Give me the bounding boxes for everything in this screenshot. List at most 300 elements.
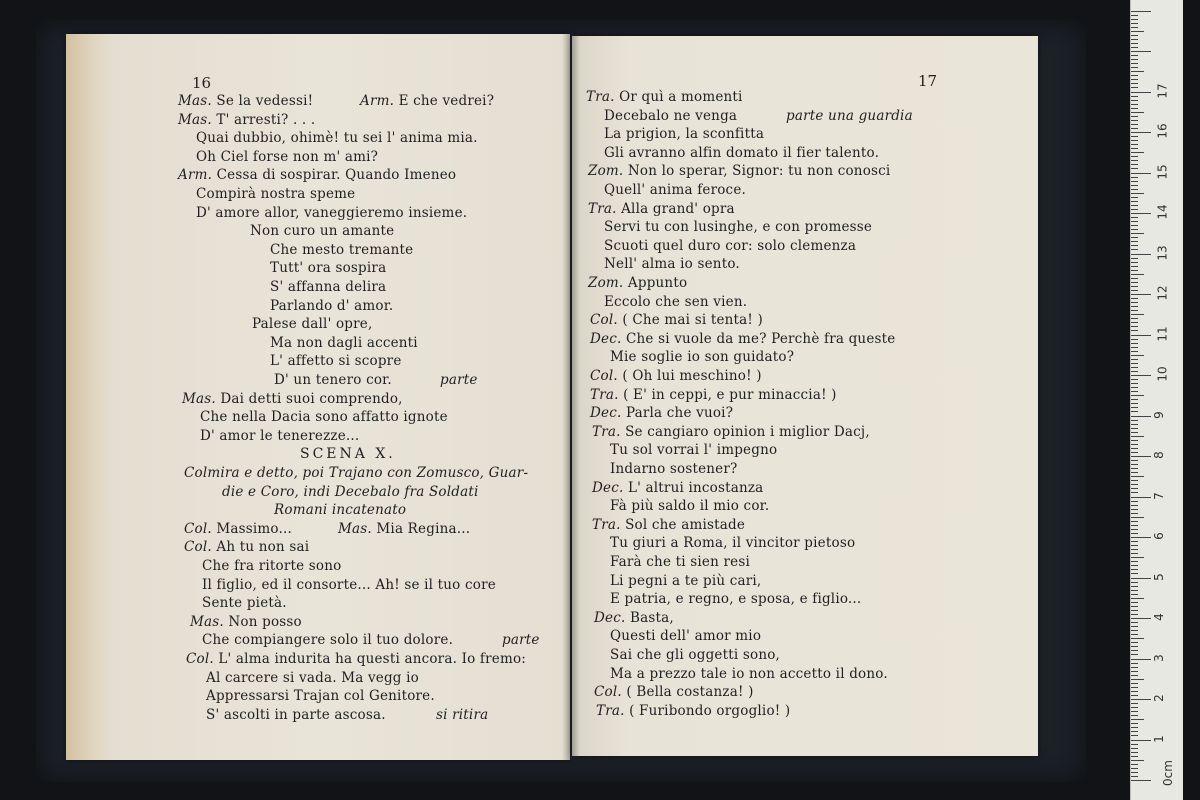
- right-line: [610, 460, 737, 478]
- ruler-tick: [1131, 31, 1144, 32]
- ruler-tick: [1131, 168, 1138, 169]
- ruler-tick: [1131, 472, 1138, 473]
- left-line: [200, 427, 359, 445]
- right-line: [592, 479, 763, 497]
- ruler-tick: [1131, 557, 1144, 558]
- ruler-tick: [1131, 622, 1138, 623]
- ruler-tick: [1131, 221, 1138, 222]
- ruler-tick: [1131, 23, 1138, 24]
- verse-text: Indarno sostener?: [610, 461, 738, 477]
- ruler-tick: [1131, 492, 1138, 493]
- verse-text: S' ascolti in parte ascosa.: [206, 706, 386, 723]
- ruler-tick: [1131, 711, 1138, 712]
- ruler-tick: [1131, 549, 1138, 550]
- ruler-tick: [1131, 92, 1151, 93]
- ruler-tick: [1131, 302, 1138, 303]
- right-line: [610, 590, 861, 608]
- ruler-tick: [1131, 177, 1138, 178]
- left-line: [206, 706, 386, 724]
- left-line: [270, 278, 386, 296]
- ruler-tick: [1131, 488, 1138, 489]
- ruler-tick: [1131, 278, 1138, 279]
- ruler-tick: [1131, 375, 1151, 376]
- ruler-tick: [1131, 626, 1138, 627]
- right-line: [594, 683, 754, 701]
- right-line: [610, 534, 855, 552]
- ruler-tick: [1131, 444, 1138, 445]
- speaker-label: Tra.: [596, 702, 625, 719]
- ruler-tick: [1131, 347, 1138, 348]
- ruler-tick: [1131, 646, 1138, 647]
- right-line: [610, 627, 761, 645]
- ruler-tick: [1131, 748, 1138, 749]
- ruler-tick: [1131, 35, 1138, 36]
- ruler-tick: [1131, 598, 1144, 599]
- ruler-tick: [1131, 691, 1138, 692]
- ruler-tick: [1131, 756, 1138, 757]
- ruler-tick: [1131, 286, 1138, 287]
- ruler-tick: [1131, 330, 1138, 331]
- speaker-label: Tra.: [590, 386, 619, 403]
- verse-text: L' altrui incostanza: [623, 479, 764, 496]
- ruler-tick: [1131, 27, 1138, 28]
- ruler-number: 8: [1151, 451, 1166, 459]
- right-line: [610, 348, 794, 366]
- ruler-tick: [1131, 322, 1138, 323]
- ruler-number: 7: [1151, 491, 1166, 500]
- speaker-label: Dec.: [592, 479, 624, 496]
- ruler-tick: [1131, 699, 1151, 700]
- ruler-tick: [1131, 460, 1138, 461]
- ruler-tick: [1131, 630, 1138, 631]
- ruler-tick: [1131, 383, 1138, 384]
- ruler-number: 14: [1155, 204, 1170, 220]
- verse-text: Eccolo che sen vien.: [604, 293, 748, 310]
- verse-text: Colmira e detto, poi Trajano con Zomusco, Guar-: [184, 465, 529, 481]
- ruler-tick: [1131, 258, 1138, 259]
- ruler-tick: [1131, 464, 1138, 465]
- ruler-tick: [1131, 744, 1138, 745]
- ruler-tick: [1131, 326, 1138, 327]
- ruler-tick: [1131, 780, 1151, 781]
- verse-text: Ma non dagli accenti: [270, 334, 418, 351]
- ruler-tick: [1131, 675, 1138, 676]
- ruler-number: 9: [1151, 410, 1166, 419]
- verse-text: Tu sol vorrai l' impegno: [610, 442, 778, 459]
- verse-text: die e Coro, indi Decebalo fra Soldati: [222, 483, 479, 500]
- speaker-label: Col.: [590, 312, 618, 329]
- right-line: [588, 274, 687, 292]
- ruler-tick: [1131, 363, 1138, 364]
- left-line: [252, 315, 372, 333]
- left-line: [178, 111, 315, 129]
- verse-text: Or quì a momenti: [614, 89, 743, 105]
- verse-text: Servi tu con lusinghe, e con promesse: [604, 219, 873, 236]
- ruler-tick: [1131, 735, 1138, 736]
- ruler-tick: [1131, 642, 1138, 643]
- ruler-tick: [1131, 602, 1138, 603]
- ruler-tick: [1131, 513, 1138, 514]
- left-line: [200, 408, 448, 426]
- verse-text: Tu giuri a Roma, il vincitor pietoso: [610, 535, 856, 552]
- speaker-label: Col.: [186, 651, 214, 667]
- ruler-tick: [1131, 229, 1138, 230]
- verse-text: ( Bella costanza! ): [621, 684, 754, 701]
- ruler-tick: [1131, 594, 1138, 595]
- ruler-tick: [1131, 75, 1138, 76]
- stage-direction: parte una guardia: [786, 107, 913, 124]
- verse-text: Oh Ciel forse non m' ami?: [196, 148, 379, 165]
- ruler-tick: [1131, 193, 1144, 194]
- ruler-tick: [1131, 403, 1138, 404]
- right-line: [586, 88, 743, 106]
- ruler-tick: [1131, 476, 1144, 477]
- speaker-label: Arm.: [178, 167, 213, 184]
- left-line: [202, 557, 341, 575]
- right-line: [604, 125, 764, 143]
- ruler-tick: [1131, 456, 1151, 457]
- ruler-tick: [1131, 152, 1144, 153]
- right-line: [590, 386, 837, 404]
- ruler-tick: [1131, 545, 1138, 546]
- ruler-tick: [1131, 249, 1138, 250]
- ruler-tick: [1131, 67, 1138, 68]
- ruler-tick: [1131, 282, 1138, 283]
- ruler-tick: [1131, 541, 1138, 542]
- speaker-label: Dec.: [590, 330, 622, 347]
- right-page-number: 17: [918, 72, 938, 90]
- ruler-tick: [1131, 343, 1138, 344]
- right-line: [610, 665, 888, 683]
- left-line: [196, 129, 478, 147]
- verse-text: Se la vedessi!: [211, 93, 314, 109]
- ruler-tick: [1131, 407, 1138, 408]
- ruler-tick: [1131, 15, 1138, 16]
- speaker-label: Mas.: [178, 111, 212, 128]
- ruler-tick: [1131, 205, 1138, 206]
- ruler-tick: [1131, 11, 1151, 12]
- ruler-tick: [1131, 480, 1138, 481]
- ruler-tick: [1131, 428, 1138, 429]
- ruler-tick: [1131, 610, 1138, 611]
- left-line: [202, 631, 453, 649]
- ruler-tick: [1131, 339, 1138, 340]
- ruler-tick: [1131, 270, 1138, 271]
- ruler-tick: [1131, 650, 1138, 651]
- left-page-number: 16: [192, 74, 212, 92]
- speaker-label: Arm.: [360, 93, 395, 109]
- ruler-tick: [1131, 116, 1138, 117]
- ruler-tick: [1131, 318, 1138, 319]
- ruler-tick: [1131, 565, 1138, 566]
- ruler-tick: [1131, 752, 1138, 753]
- ruler-tick: [1131, 703, 1138, 704]
- ruler-tick: [1131, 294, 1151, 295]
- left-line-second-speaker: [360, 92, 494, 110]
- ruler-tick: [1131, 225, 1138, 226]
- ruler-tick: [1131, 659, 1151, 660]
- right-line: [592, 423, 870, 441]
- left-line: [274, 371, 392, 389]
- speaker-label: Tra.: [592, 516, 621, 533]
- ruler-tick: [1131, 452, 1138, 453]
- left-line-second-speaker: [338, 520, 470, 538]
- ruler-unit-label: 0cm: [1160, 760, 1175, 786]
- verse-text: Basta,: [625, 609, 674, 626]
- ruler-tick: [1131, 87, 1138, 88]
- ruler-tick: [1131, 355, 1144, 356]
- ruler-tick: [1131, 440, 1138, 441]
- right-line: [610, 553, 750, 571]
- right-line: [588, 162, 890, 180]
- ruler-tick: [1131, 484, 1138, 485]
- speaker-label: Mas.: [182, 390, 216, 407]
- ruler-tick: [1131, 104, 1138, 105]
- verse-text: Che mesto tremante: [270, 241, 414, 258]
- left-line: [196, 148, 378, 166]
- ruler-tick: [1131, 189, 1138, 190]
- ruler-tick: [1131, 63, 1138, 64]
- right-line: [590, 330, 895, 348]
- right-line: [588, 200, 735, 218]
- verse-text: L' affetto si scopre: [270, 353, 402, 370]
- verse-text: Tutt' ora sospira: [270, 260, 387, 277]
- stage-direction: si ritira: [436, 706, 489, 723]
- verse-text: Questi dell' amor mio: [610, 628, 762, 645]
- speaker-label: Col.: [590, 368, 618, 384]
- ruler-number: 2: [1151, 694, 1166, 702]
- left-line: [222, 483, 479, 501]
- ruler-tick: [1131, 634, 1138, 635]
- verse-text: Quai dubbio, ohimè! tu sei l' anima mia.: [196, 130, 478, 147]
- speaker-label: Mas.: [190, 613, 224, 630]
- right-line: [590, 367, 762, 385]
- right-line: [604, 144, 879, 162]
- ruler-number: 11: [1155, 325, 1170, 342]
- ruler-tick: [1131, 578, 1151, 579]
- left-line: [184, 538, 309, 556]
- ruler-tick: [1131, 132, 1151, 133]
- left-line: [196, 185, 355, 203]
- ruler-tick: [1131, 254, 1151, 255]
- verse-text: ( E' in ceppi, e pur minaccia! ): [618, 386, 837, 403]
- right-line: [610, 441, 777, 459]
- ruler-tick: [1131, 573, 1138, 574]
- right-line: [604, 107, 737, 125]
- ruler-tick: [1131, 695, 1138, 696]
- ruler-tick: [1131, 160, 1138, 161]
- left-line: [184, 520, 292, 538]
- ruler-tick: [1131, 213, 1151, 214]
- ruler-tick: [1131, 436, 1144, 437]
- ruler-tick: [1131, 683, 1138, 684]
- ruler-tick: [1131, 772, 1138, 773]
- ruler-tick: [1131, 148, 1138, 149]
- speaker-label: Col.: [184, 520, 212, 537]
- verse-text: Gli avranno alfin domato il fier talento.: [604, 144, 880, 161]
- ruler-tick: [1131, 379, 1138, 380]
- ruler-tick: [1131, 335, 1151, 336]
- ruler-tick: [1131, 667, 1138, 668]
- verse-text: D' amore allor, vaneggieremo insieme.: [196, 204, 468, 221]
- ruler-tick: [1131, 197, 1138, 198]
- ruler-tick: [1131, 501, 1138, 502]
- speaker-label: Zom.: [588, 275, 624, 291]
- ruler-tick: [1131, 764, 1138, 765]
- left-line: [196, 204, 467, 222]
- ruler-tick: [1131, 209, 1138, 210]
- ruler-tick: [1131, 663, 1138, 664]
- verse-text: Fà più saldo il mio cor.: [610, 498, 770, 515]
- ruler-tick: [1131, 310, 1138, 311]
- verse-text: Che compiangere solo il tuo dolore.: [202, 632, 454, 649]
- verse-text: Appunto: [623, 275, 688, 291]
- verse-text: Se cangiaro opinion i miglior Dacj,: [620, 423, 870, 440]
- left-line: [270, 334, 418, 352]
- speaker-label: Mas.: [178, 93, 212, 109]
- verse-text: ( Oh lui meschino! ): [617, 368, 762, 384]
- verse-text: Che nella Dacia sono affatto ignote: [200, 409, 448, 426]
- verse-text: Sente pietà.: [202, 595, 287, 612]
- left-line: [184, 464, 528, 482]
- ruler-tick: [1131, 79, 1138, 80]
- ruler-tick: [1131, 181, 1138, 182]
- left-line: [270, 297, 393, 315]
- ruler-tick: [1131, 120, 1138, 121]
- speaker-label: Col.: [184, 539, 212, 556]
- right-line: [604, 181, 746, 199]
- ruler-tick: [1131, 136, 1138, 137]
- verse-text: La prigion, la sconfitta: [604, 126, 765, 143]
- ruler-tick: [1131, 424, 1138, 425]
- verse-text: Appressarsi Trajan col Genitore.: [206, 688, 435, 705]
- ruler-tick: [1131, 298, 1138, 299]
- speaker-label: Zom.: [588, 163, 624, 180]
- ruler-tick: [1131, 262, 1138, 263]
- speaker-label: Dec.: [590, 405, 622, 422]
- verse-text: Scuoti quel duro cor: solo clemenza: [604, 237, 857, 254]
- ruler-number: 12: [1155, 285, 1170, 301]
- ruler-tick: [1131, 112, 1144, 113]
- ruler-tick: [1131, 606, 1138, 607]
- verse-text: D' un tenero cor.: [274, 372, 392, 388]
- verse-text: Non posso: [223, 613, 302, 630]
- left-line: [190, 613, 302, 631]
- ruler-tick: [1131, 505, 1138, 506]
- ruler-number: 3: [1151, 653, 1166, 662]
- ruler-tick: [1131, 47, 1138, 48]
- speaker-label: Tra.: [588, 200, 617, 217]
- ruler-tick: [1131, 618, 1151, 619]
- ruler-tick: [1131, 39, 1138, 40]
- verse-text: ( Che mai si tenta! ): [617, 312, 763, 329]
- ruler-number: 5: [1151, 572, 1166, 581]
- ruler-tick: [1131, 128, 1138, 129]
- verse-text: Palese dall' opre,: [252, 316, 373, 333]
- left-line: [270, 352, 402, 370]
- ruler-number: 16: [1155, 123, 1170, 139]
- ruler-tick: [1131, 614, 1138, 615]
- ruler-tick: [1131, 241, 1138, 242]
- right-line: [610, 497, 769, 515]
- right-line: [594, 609, 674, 627]
- ruler-tick: [1131, 723, 1138, 724]
- measuring-ruler: [1130, 0, 1183, 800]
- speaker-label: Col.: [594, 684, 622, 701]
- ruler-number: 17: [1155, 82, 1170, 99]
- left-line: [202, 594, 287, 612]
- ruler-tick: [1131, 521, 1138, 522]
- ruler-tick: [1131, 59, 1138, 60]
- verse-text: Sai che gli oggetti sono,: [610, 647, 781, 663]
- verse-text: E patria, e regno, e sposa, e figlio...: [610, 591, 862, 608]
- ruler-tick: [1131, 156, 1138, 157]
- ruler-tick: [1131, 140, 1138, 141]
- ruler-tick: [1131, 411, 1138, 412]
- left-line: [182, 390, 403, 408]
- verse-text: SCENA X.: [300, 446, 396, 463]
- verse-text: D' amor le tenerezze...: [200, 427, 360, 444]
- ruler-number: 13: [1155, 244, 1170, 261]
- verse-text: Mia Regina...: [371, 520, 471, 537]
- ruler-tick: [1131, 108, 1138, 109]
- ruler-number: 15: [1155, 163, 1170, 180]
- ruler-tick: [1131, 100, 1138, 101]
- speaker-label: Tra.: [592, 423, 621, 440]
- ruler-tick: [1131, 391, 1138, 392]
- left-line: [178, 166, 456, 184]
- right-line: [610, 646, 780, 664]
- ruler-tick: [1131, 266, 1138, 267]
- ruler-tick: [1131, 19, 1138, 20]
- verse-text: Al carcere si vada. Ma vegg io: [206, 669, 419, 686]
- verse-text: T' arresti? . . .: [211, 111, 316, 128]
- ruler-tick: [1131, 55, 1138, 56]
- left-line: [300, 445, 396, 463]
- right-line: [610, 572, 761, 590]
- verse-text: Che fra ritorte sono: [202, 558, 342, 574]
- ruler-tick: [1131, 590, 1138, 591]
- ruler-tick: [1131, 537, 1151, 538]
- verse-text: Ma a prezzo tale io non accetto il dono.: [610, 665, 888, 682]
- ruler-tick: [1131, 201, 1138, 202]
- verse-text: Compirà nostra speme: [196, 186, 356, 202]
- verse-text: E che vedrei?: [394, 93, 495, 109]
- verse-text: Parla che vuoi?: [621, 405, 734, 422]
- ruler-tick: [1131, 237, 1138, 238]
- ruler-tick: [1131, 776, 1138, 777]
- left-line: [270, 259, 386, 277]
- ruler-tick: [1131, 586, 1138, 587]
- ruler-tick: [1131, 359, 1138, 360]
- stage-direction: parte: [502, 632, 540, 649]
- ruler-tick: [1131, 497, 1151, 498]
- verse-text: Quell' anima feroce.: [604, 182, 746, 198]
- verse-text: Alla grand' opra: [616, 200, 735, 217]
- ruler-tick: [1131, 671, 1138, 672]
- verse-text: Nell' alma io sento.: [604, 256, 740, 273]
- speaker-label: Dec.: [594, 609, 626, 626]
- ruler-tick: [1131, 679, 1144, 680]
- ruler-tick: [1131, 561, 1138, 562]
- ruler-tick: [1131, 51, 1151, 52]
- ruler-tick: [1131, 468, 1138, 469]
- ruler-number: 6: [1151, 532, 1166, 540]
- ruler-tick: [1131, 707, 1138, 708]
- ruler-tick: [1131, 144, 1138, 145]
- ruler-tick: [1131, 740, 1151, 741]
- verse-text: Che si vuole da me? Perchè fra queste: [621, 330, 896, 347]
